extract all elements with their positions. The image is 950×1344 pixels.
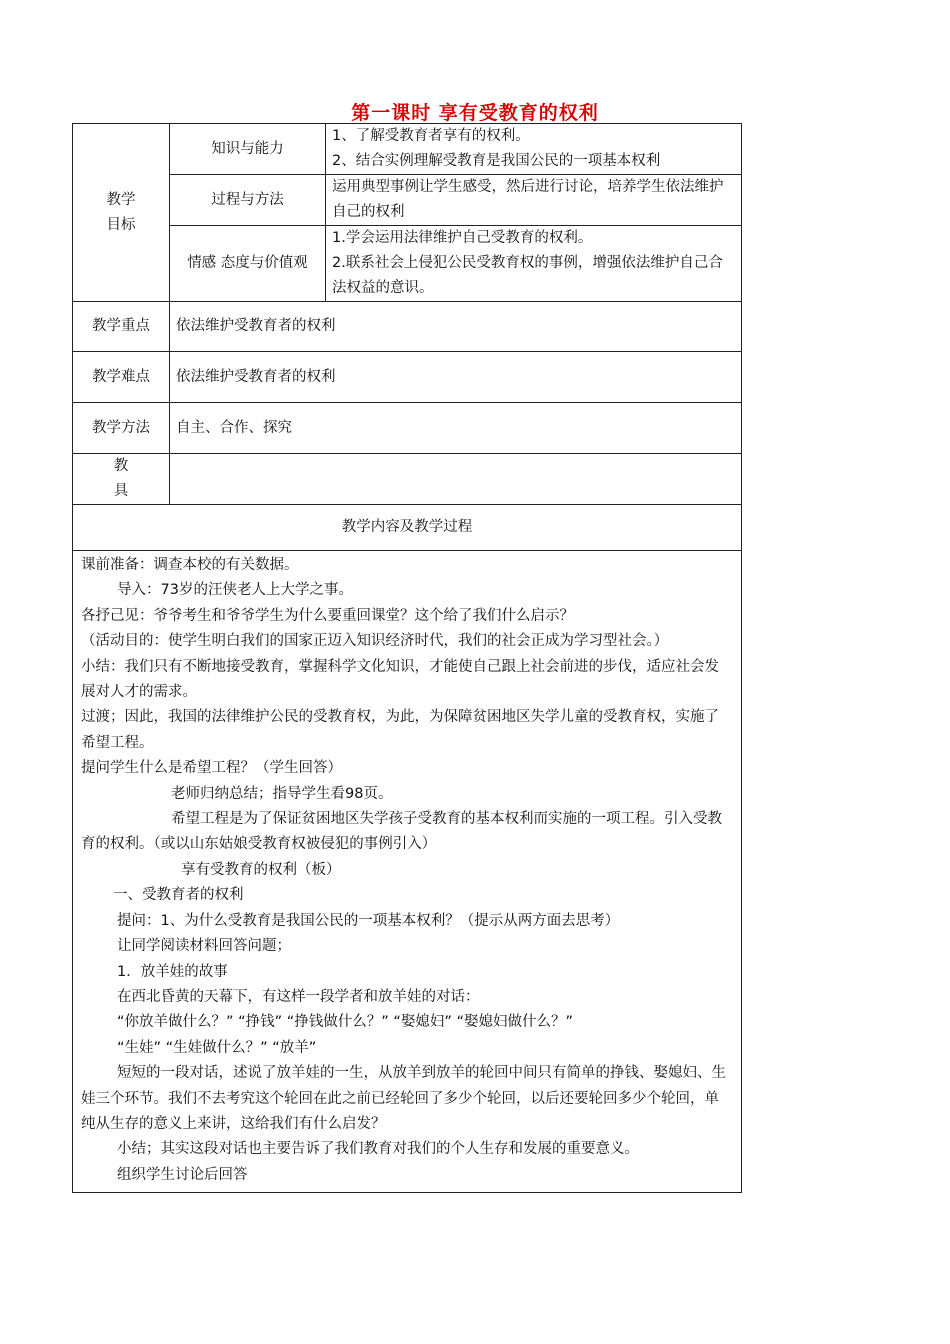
objective-content-emotion [326,226,742,302]
process-paragraph: 课前准备：调查本校的有关数据。 [81,557,299,573]
process-header-row [73,505,742,551]
tools-value [170,454,742,505]
process-paragraph: 提问学生什么是希望工程？（学生回答） [81,760,342,777]
method-value: 自主、合作、探究 [170,403,742,454]
objective-line: 2.联系社会上侵犯公民受教育权的事例，增强依法维护自己合法权益的意识。 [332,255,723,296]
process-paragraph: 老师归纳总结；指导学生看98页。 [171,785,393,802]
method-label: 教学方法 [73,403,170,454]
method-row [73,403,742,454]
process-paragraph: 短短的一段对话，述说了放羊娃的一生，从放羊到放羊的轮回中间只有简单的挣钱、娶媳妇、生娃三个环节。我们不去考究这个轮回在此之前已经轮回了多少个轮回，以后还要轮回多少个轮回，单纯从生存的意义上来讲，这给我们有什么启发？ [81,1065,726,1132]
process-paragraph: 在西北昏黄的天幕下，有这样一段学者和放羊娃的对话： [117,988,480,1005]
process-paragraph: “生娃” “生娃做什么？” “放羊” [117,1039,317,1056]
objective-line: 2、结合实例理解受教育是我国公民的一项基本权利 [332,153,661,169]
process-paragraph: 组织学生讨论后回答 [117,1166,248,1183]
key-point-row [73,302,742,352]
process-paragraph: 一、受教育者的权利 [113,887,244,904]
process-paragraph: 导入：73岁的汪侠老人上大学之事。 [117,582,353,599]
objective-line: 1.学会运用法律维护自己受教育的权利。 [332,230,593,246]
lesson-plan-table [72,123,742,1193]
page-title: 第一课时 享有受教育的权利 [351,102,599,124]
objectives-label: 教学 目标 [73,124,170,302]
process-paragraph: 提问：1、为什么受教育是我国公民的一项基本权利？（提示从两方面去思考） [117,912,620,929]
process-paragraph: 让同学阅读材料回答问题； [117,938,291,955]
objective-label-emotion: 情感 态度与价值观 [170,226,326,302]
process-paragraph: 过渡；因此，我国的法律维护公民的受教育权，为此，为保障贫困地区失学儿童的受教育权，实施了希望工程。 [81,709,719,751]
process-paragraph: 各抒己见：爷爷考生和爷爷学生为什么要重回课堂？这个给了我们什么启示？ [81,607,574,624]
tools-row [73,454,742,505]
process-paragraph: “你放羊做什么？” “挣钱” “挣钱做什么？” “娶媳妇” “娶媳妇做什么？” [117,1014,574,1031]
process-paragraph: 小结：我们只有不断地接受教育，掌握科学文化知识，才能使自己跟上社会前进的步伐，适应社会发展对人才的需求。 [81,658,719,701]
objective-content-knowledge [326,124,742,175]
tools-label: 教 具 [73,454,170,505]
process-content [73,551,742,1193]
objective-row-process [73,175,742,226]
difficulty-row [73,352,742,403]
objective-label-process: 过程与方法 [170,175,326,226]
difficulty-value: 依法维护受教育者的权利 [170,352,742,403]
process-row [73,551,742,1193]
process-header: 教学内容及教学过程 [73,505,742,551]
objective-row-emotion [73,226,742,302]
objective-content-process: 运用典型事例让学生感受，然后进行讨论，培养学生依法维护自己的权利 [326,175,742,226]
key-point-label: 教学重点 [73,302,170,352]
process-paragraph: 希望工程是为了保证贫困地区失学孩子受教育的基本权利而实施的一项工程。引入受教育的权利。（或以山东姑娘受教育权被侵犯的事例引入） [81,811,722,853]
key-point-value: 依法维护受教育者的权利 [170,302,742,352]
process-paragraph: 小结；其实这段对话也主要告诉了我们教育对我们的个人生存和发展的重要意义。 [117,1141,639,1158]
objective-line: 1、了解受教育者享有的权利。 [332,128,530,144]
difficulty-label: 教学难点 [73,352,170,403]
process-paragraph: 1．放羊娃的故事 [117,963,228,980]
objective-label-knowledge: 知识与能力 [170,124,326,175]
objective-row-knowledge [73,124,742,175]
process-paragraph: 享有受教育的权利（板） [181,861,341,878]
process-paragraph: （活动目的：使学生明白我们的国家正迈入知识经济时代，我们的社会正成为学习型社会。） [81,633,669,650]
